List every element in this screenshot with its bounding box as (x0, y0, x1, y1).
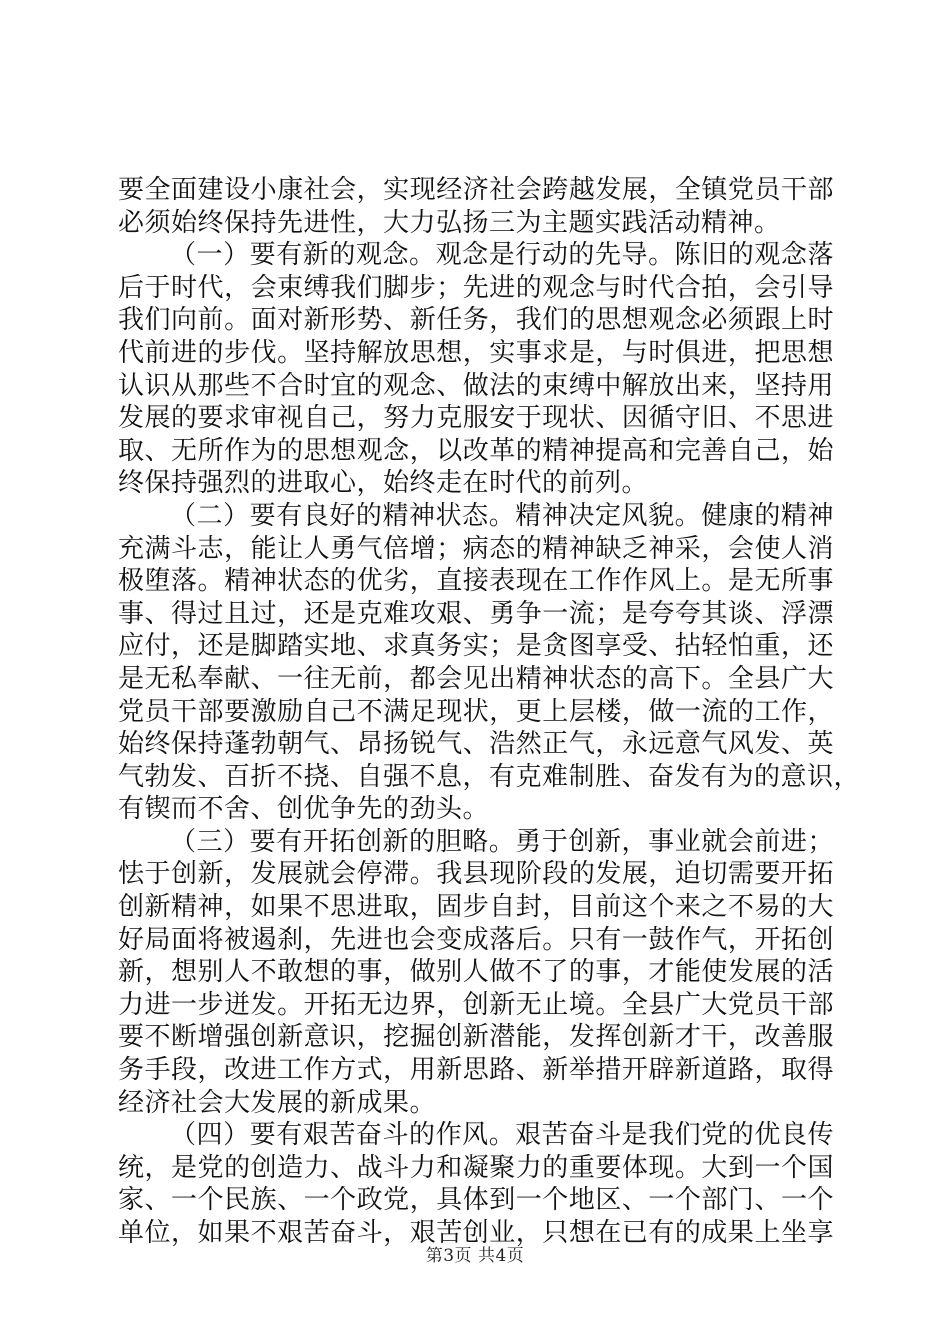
text-line: 应付，还是脚踏实地、求真务实；是贪图享受、拈轻怕重，还 (118, 631, 834, 662)
text-line: 有锲而不舍、创优争先的劲头。 (118, 794, 490, 825)
text-line: 取、无所作为的思想观念，以改革的精神提高和完善自己，始 (118, 435, 834, 466)
page-footer: 第3页 共4页 (425, 1246, 525, 1266)
text-line: 极堕落。精神状态的优劣，直接表现在工作作风上。是无所事 (118, 566, 834, 597)
text-line: 务手段，改进工作方式，用新思路、新举措开辟新道路，取得 (118, 1055, 834, 1086)
paragraph-first-line: （二）要有良好的精神状态。精神决定风貌。健康的精神 (170, 500, 834, 531)
text-line: 单位，如果不艰苦奋斗，艰苦创业，只想在已有的成果上坐享 (118, 1218, 834, 1248)
text-line: 认识从那些不合时宜的观念、做法的束缚中解放出来，坚持用 (118, 370, 834, 401)
text-line: 是无私奉献、一往无前，都会见出精神状态的高下。全县广大 (118, 663, 834, 694)
text-line: 统，是党的创造力、战斗力和凝聚力的重要体现。大到一个国 (118, 1152, 834, 1183)
paragraph-first-line: （四）要有艰苦奋斗的作风。艰苦奋斗是我们党的优良传 (170, 1120, 834, 1151)
text-line: 发展的要求审视自己，努力克服安于现状、因循守旧、不思进 (118, 403, 834, 434)
text-line: 要全面建设小康社会，实现经济社会跨越发展，全镇党员干部 (118, 175, 834, 205)
text-line: 始终保持蓬勃朝气、昂扬锐气、浩然正气，永远意气风发、英 (118, 729, 834, 760)
text-line: 必须始终保持先进性，大力弘扬三为主题实践活动精神。 (118, 207, 781, 238)
text-line: 家、一个民族、一个政党，具体到一个地区、一个部门、一个 (118, 1185, 834, 1216)
paragraph-first-line: （三）要有开拓创新的胆略。勇于创新，事业就会前进； (170, 826, 834, 857)
paragraph-first-line: （一）要有新的观念。观念是行动的先导。陈旧的观念落 (170, 240, 834, 271)
text-line: 怯于创新，发展就会停滞。我县现阶段的发展，迫切需要开拓 (118, 859, 834, 890)
text-line: 新，想别人不敢想的事，做别人做不了的事，才能使发展的活 (118, 957, 834, 988)
text-line: 我们向前。面对新形势、新任务，我们的思想观念必须跟上时 (118, 305, 834, 336)
text-line: 气勃发、百折不挠、自强不息，有克难制胜、奋发有为的意识， (118, 761, 861, 792)
text-line: 充满斗志，能让人勇气倍增；病态的精神缺乏神采，会使人消 (118, 533, 834, 564)
text-line: 力进一步迸发。开拓无边界，创新无止境。全县广大党员干部 (118, 989, 834, 1020)
text-line: 创新精神，如果不思进取，固步自封，目前这个来之不易的大 (118, 892, 834, 923)
text-line: 党员干部要激励自己不满足现状，更上层楼，做一流的工作， (118, 696, 834, 727)
text-line: 要不断增强创新意识，挖掘创新潜能，发挥创新才干，改善服 (118, 1022, 834, 1053)
text-line: 终保持强烈的进取心，始终走在时代的前列。 (118, 468, 649, 499)
text-line: 事、得过且过，还是克难攻艰、勇争一流；是夸夸其谈、浮漂 (118, 598, 834, 629)
document-body (118, 174, 861, 1250)
text-line: 后于时代，会束缚我们脚步；先进的观念与时代合拍，会引导 (118, 272, 834, 303)
text-line: 好局面将被遏刹，先进也会变成落后。只有一鼓作气，开拓创 (118, 924, 834, 955)
text-line: 代前进的步伐。坚持解放思想，实事求是，与时俱进，把思想 (118, 337, 834, 368)
text-line: 经济社会大发展的新成果。 (118, 1087, 437, 1118)
